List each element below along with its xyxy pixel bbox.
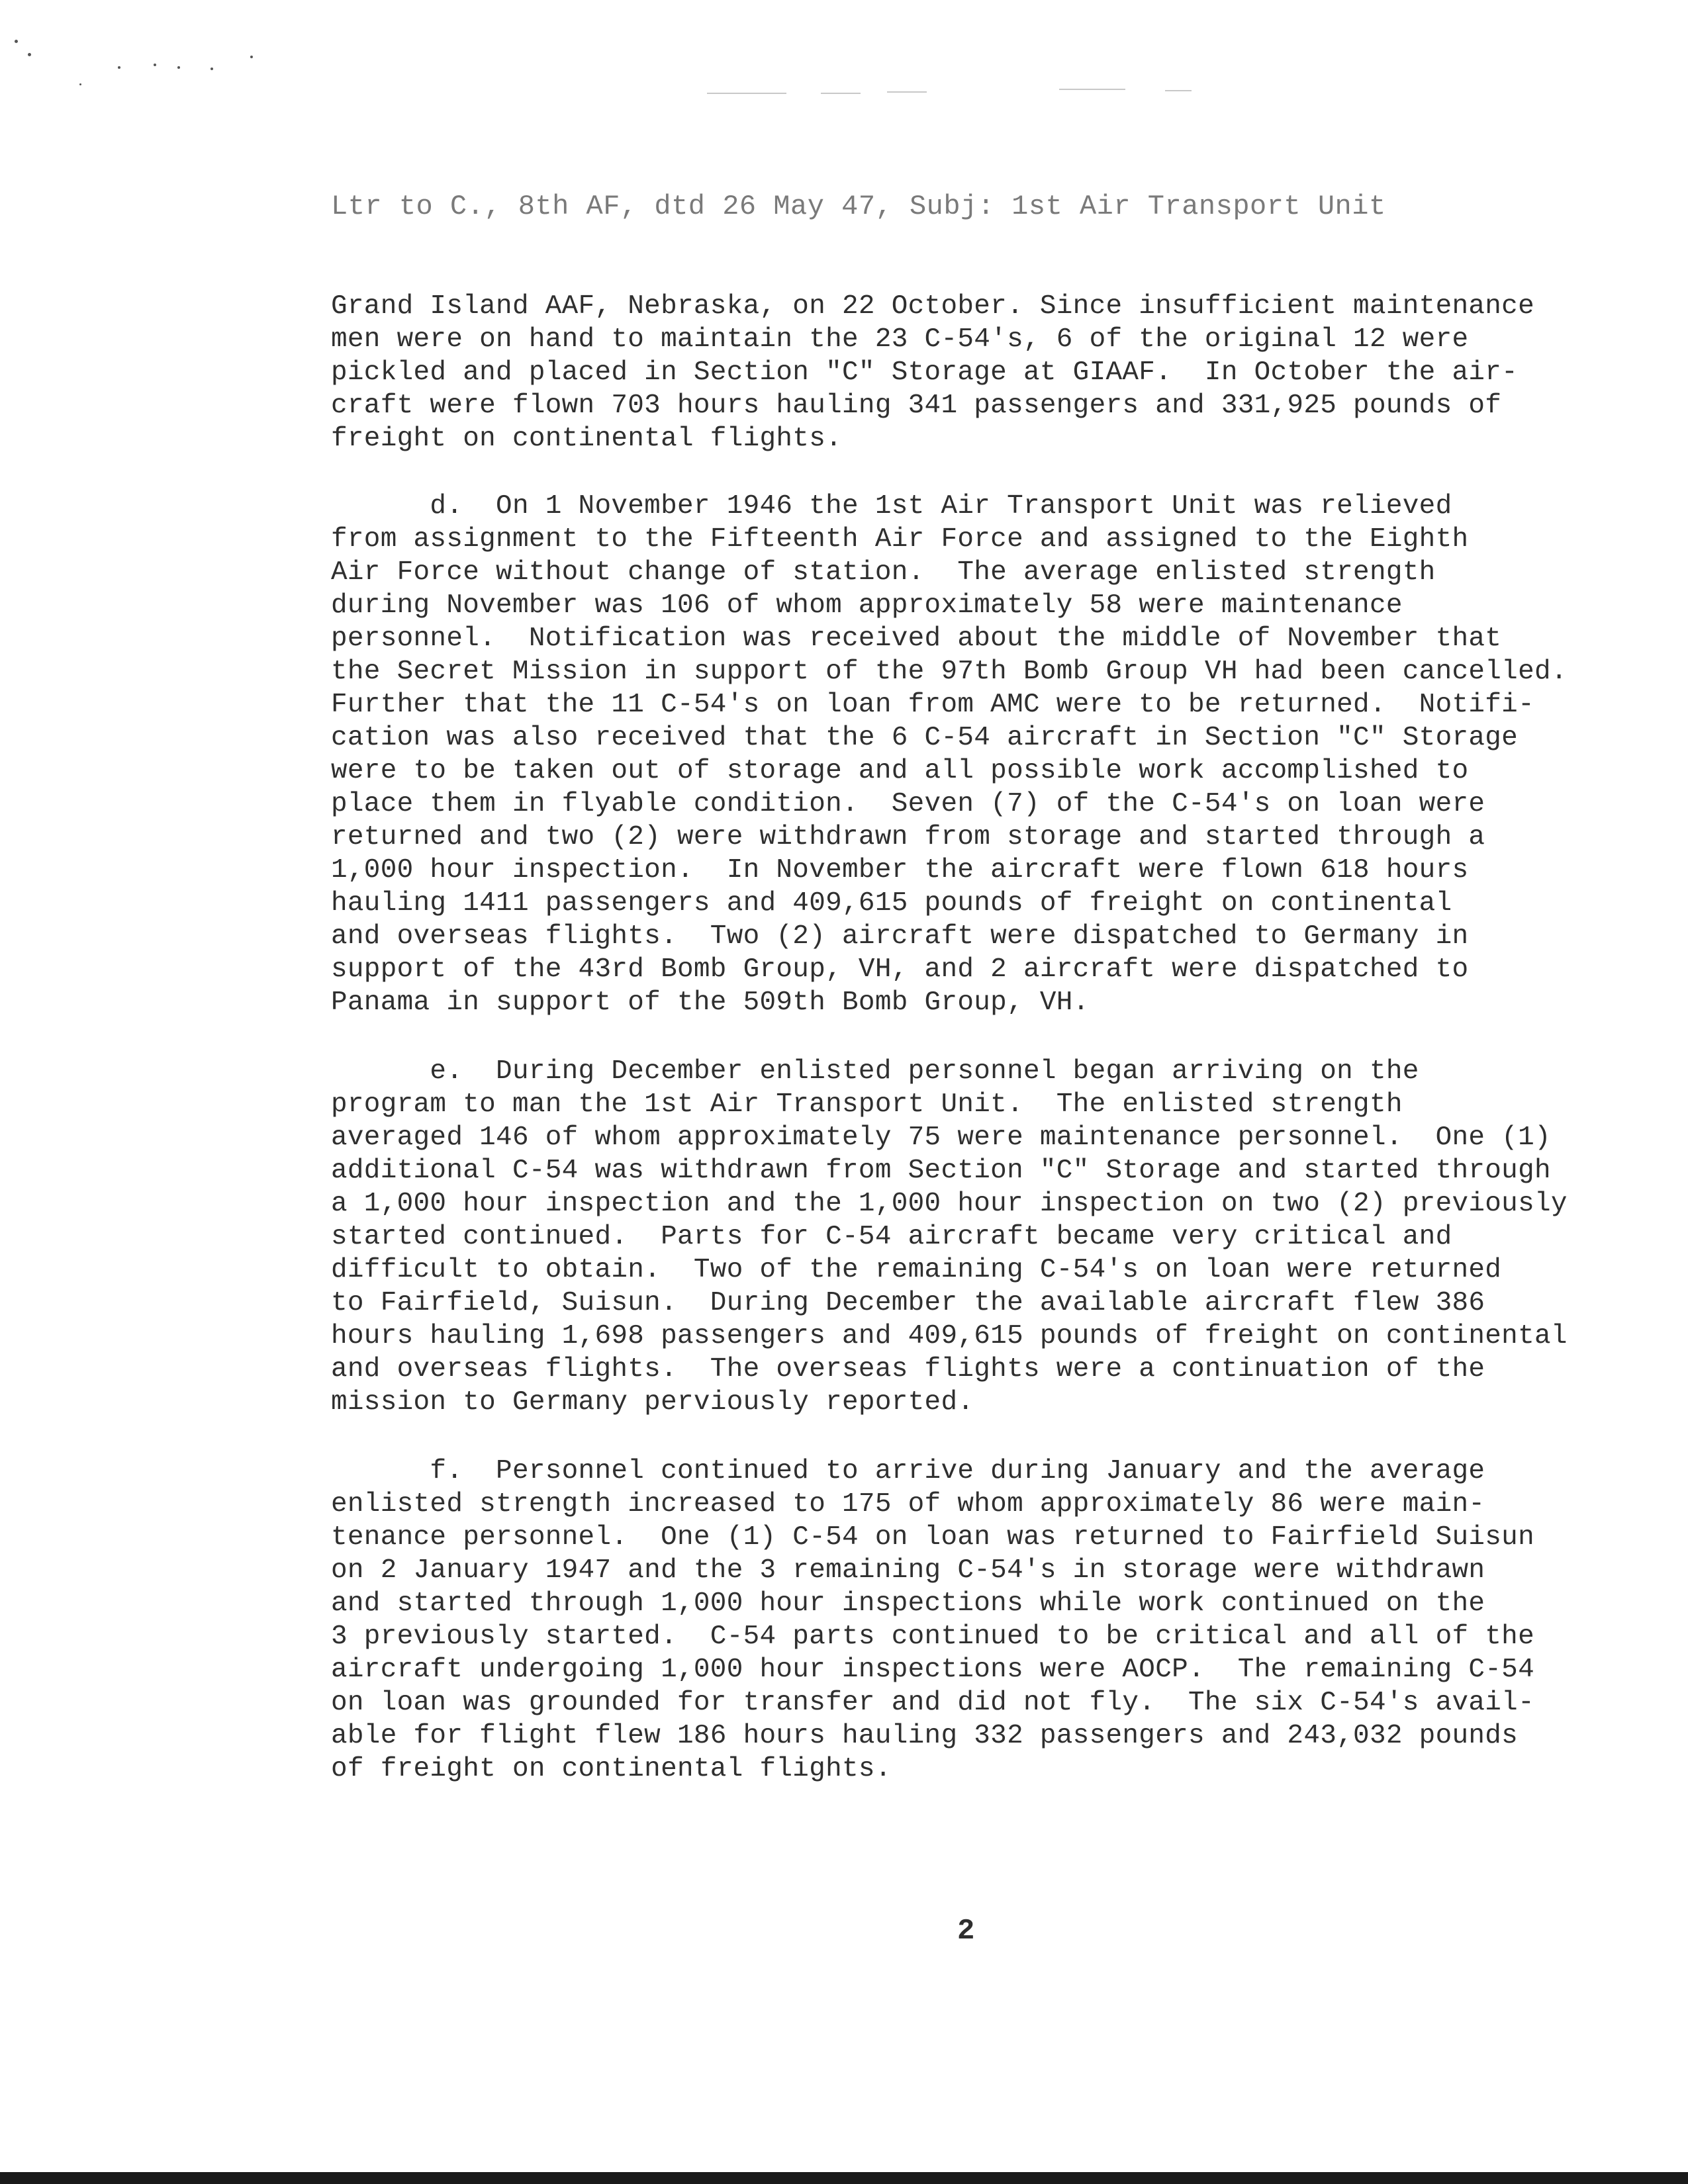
scan-speck	[28, 53, 31, 56]
text-line: hauling 1411 passengers and 409,615 pounds of freight on continental	[331, 888, 1452, 919]
text-line: e. During December enlisted personnel began arriving on the	[331, 1056, 1419, 1087]
text-line: 1,000 hour inspection. In November the aircraft were flown 618 hours	[331, 855, 1469, 886]
text-line: Further that the 11 C-54's on loan from AMC were to be returned. Notifi-	[331, 690, 1534, 720]
text-line: the Secret Mission in support of the 97th Bomb Group VH had been cancelled.	[331, 657, 1568, 687]
text-line: difficult to obtain. Two of the remaining C-54's on loan were returned	[331, 1255, 1502, 1285]
text-line: enlisted strength increased to 175 of whom approximately 86 were main-	[331, 1489, 1485, 1520]
faint-rule	[887, 91, 927, 93]
text-line: Grand Island AAF, Nebraska, on 22 October. Since insufficient maintenance	[331, 291, 1534, 322]
scan-speck	[79, 83, 81, 85]
text-line: on loan was grounded for transfer and did not fly. The six C-54's avail-	[331, 1688, 1534, 1718]
text-line: during November was 106 of whom approximately 58 were maintenance	[331, 590, 1403, 621]
text-line: 3 previously started. C-54 parts continued to be critical and all of the	[331, 1621, 1534, 1652]
text-line: freight on continental flights.	[331, 424, 843, 454]
scan-speck	[154, 64, 156, 66]
scan-speck	[177, 66, 180, 69]
text-line: personnel. Notification was received about the middle of November that	[331, 623, 1502, 654]
text-line: averaged 146 of whom approximately 75 were maintenance personnel. One (1)	[331, 1122, 1551, 1153]
letter-header: Ltr to C., 8th AF, dtd 26 May 47, Subj: 1st Air Transport Unit	[331, 191, 1386, 222]
text-line: pickled and placed in Section "C" Storage at GIAAF. In October the air-	[331, 357, 1519, 388]
text-line: started continued. Parts for C-54 aircraft became very critical and	[331, 1222, 1452, 1252]
faint-rule	[707, 93, 786, 94]
text-line: tenance personnel. One (1) C-54 on loan was returned to Fairfield Suisun	[331, 1522, 1534, 1553]
text-line: on 2 January 1947 and the 3 remaining C-54's in storage were withdrawn	[331, 1555, 1485, 1586]
text-line: craft were flown 703 hours hauling 341 passengers and 331,925 pounds of	[331, 390, 1502, 421]
text-line: men were on hand to maintain the 23 C-54's, 6 of the original 12 were	[331, 324, 1469, 355]
text-line: program to man the 1st Air Transport Unit. The enlisted strength	[331, 1089, 1403, 1120]
text-line: from assignment to the Fifteenth Air Force and assigned to the Eighth	[331, 524, 1469, 555]
text-line: of freight on continental flights.	[331, 1754, 892, 1784]
faint-rule	[1059, 89, 1125, 90]
text-line: returned and two (2) were withdrawn from storage and started through a	[331, 822, 1485, 852]
text-line: and started through 1,000 hour inspections while work continued on the	[331, 1588, 1485, 1619]
faint-rule	[821, 93, 861, 94]
text-line: and overseas flights. Two (2) aircraft were dispatched to Germany in	[331, 921, 1469, 952]
text-line: Panama in support of the 509th Bomb Group, VH.	[331, 987, 1090, 1018]
text-line: Air Force without change of station. The average enlisted strength	[331, 557, 1436, 588]
text-line: additional C-54 was withdrawn from Section "C" Storage and started through	[331, 1156, 1551, 1186]
text-line: able for flight flew 186 hours hauling 332 passengers and 243,032 pounds	[331, 1721, 1519, 1751]
text-line: aircraft undergoing 1,000 hour inspections were AOCP. The remaining C-54	[331, 1655, 1534, 1685]
text-line: were to be taken out of storage and all possible work accomplished to	[331, 756, 1469, 786]
faint-rule	[1165, 90, 1192, 91]
text-line: hours hauling 1,698 passengers and 409,615 pounds of freight on continental	[331, 1321, 1568, 1351]
scan-speck	[250, 56, 253, 58]
text-line: to Fairfield, Suisun. During December the available aircraft flew 386	[331, 1288, 1485, 1318]
text-line: f. Personnel continued to arrive during January and the average	[331, 1456, 1485, 1486]
text-line: cation was also received that the 6 C-54 aircraft in Section "C" Storage	[331, 723, 1519, 753]
scan-speck	[211, 68, 213, 70]
text-line: place them in flyable condition. Seven (7) of the C-54's on loan were	[331, 789, 1485, 819]
text-line: mission to Germany perviously reported.	[331, 1387, 974, 1418]
text-line: and overseas flights. The overseas flights were a continuation of the	[331, 1354, 1485, 1385]
page-number: 2	[957, 1915, 975, 1948]
scan-edge	[0, 2172, 1688, 2184]
scan-speck	[118, 66, 120, 69]
text-line: a 1,000 hour inspection and the 1,000 hour inspection on two (2) previously	[331, 1189, 1568, 1219]
text-line: d. On 1 November 1946 the 1st Air Transport Unit was relieved	[331, 491, 1452, 522]
scan-speck	[15, 40, 18, 43]
text-line: support of the 43rd Bomb Group, VH, and 2 aircraft were dispatched to	[331, 954, 1469, 985]
